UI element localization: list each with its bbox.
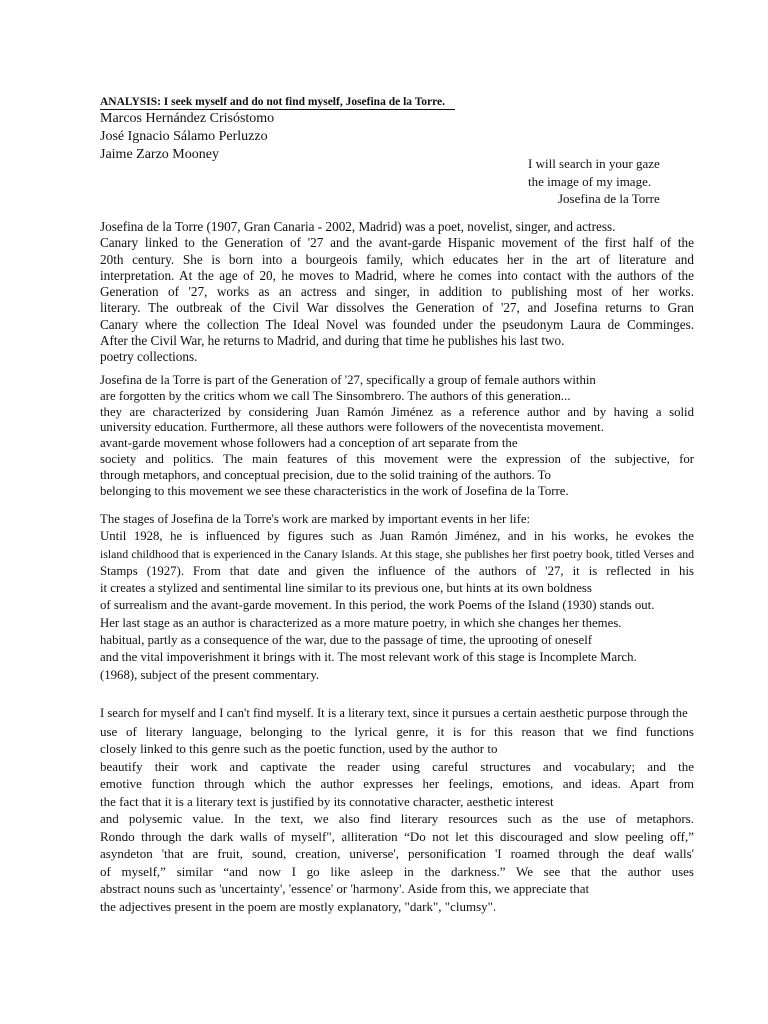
paragraph-stages (100, 511, 694, 684)
epigraph-attribution: Josefina de la Torre (558, 191, 660, 206)
text-line: and polysemic value. In the text, we also find literary resources such as the use of metaphors. (100, 811, 694, 826)
text-line: Until 1928, he is influenced by figures such as Juan Ramón Jiménez, and in his works, he evokes the (100, 529, 694, 544)
text-line: use of literary language, belonging to the lyrical genre, it is for this reason that we find functions (100, 723, 694, 739)
text-line: literary. The outbreak of the Civil War dissolves the Generation of '27, and Josefina returns to Gran (100, 300, 694, 316)
text-line: the adjectives present in the poem are mostly explanatory, "dark", "clumsy". (100, 898, 497, 914)
epigraph-line: I will search in your gaze (528, 156, 660, 171)
paragraph-analysis (100, 705, 694, 915)
text-line: island childhood that is experienced in the Canary Islands. At this stage, she publishes her first poetry book, titled Verses and (100, 546, 694, 561)
text-line: poetry collections. (100, 349, 198, 365)
text-line: closely linked to this genre such as the poetic function, used by the author to (100, 741, 498, 756)
text-line: Canary where the collection The Ideal Novel was founded under the pseudonym Laura de Comminges. (100, 316, 694, 332)
text-line: Generation of '27, works as an actress and singer, in addition to publishing most of her works. (100, 284, 694, 300)
text-line: are forgotten by the critics whom we call The Sinsombrero. The authors of this generation... (100, 388, 571, 403)
text-line: and the vital impoverishment it brings with it. The most relevant work of this stage is Incomplete March. (100, 650, 637, 665)
text-line: university education. Furthermore, all these authors were followers of the novecentista movement. (100, 420, 604, 435)
text-line: Her last stage as an author is characterized as a more mature poetry, in which she changes her themes. (100, 615, 622, 630)
text-line: interpretation. At the age of 20, he moves to Madrid, where he comes into contact with the authors of the (100, 267, 694, 283)
author-name: Jaime Zarzo Mooney (100, 147, 219, 162)
text-line: Rondo through the dark walls of myself", alliteration “Do not let this discouraged and slow peeling off,” (100, 828, 694, 844)
epigraph (528, 155, 660, 208)
document-title: ANALYSIS: I seek myself and do not find myself, Josefina de la Torre. (100, 96, 455, 110)
text-line: belonging to this movement we see these characteristics in the work of Josefina de la Torre. (100, 483, 569, 498)
author-name: José Ignacio Sálamo Perluzzo (100, 129, 268, 144)
text-line: they are characterized by considering Juan Ramón Jiménez as a reference author and by having a solid (100, 404, 694, 419)
text-line: it creates a stylized and sentimental line similar to its previous one, but hints at its own boldness (100, 581, 592, 596)
text-line: After the Civil War, he returns to Madrid, and during that time he publishes his last two. (100, 333, 565, 349)
text-line: The stages of Josefina de la Torre's work are marked by important events in her life: (100, 512, 531, 526)
text-line: asyndeton 'that are fruit, sound, creation, universe', personification 'I roamed through the deaf walls' (100, 846, 694, 861)
epigraph-line: the image of my image. (528, 173, 652, 189)
text-line: (1968), subject of the present commentary. (100, 667, 320, 682)
text-line: avant-garde movement whose followers had a conception of art separate from the (100, 436, 518, 451)
text-line: emotive function through which the author expresses her feelings, emotions, and ideas. Apart from (100, 776, 694, 791)
text-line: Josefina de la Torre is part of the Generation of '27, specifically a group of female authors within (100, 373, 596, 387)
text-line: 20th century. She is born into a bourgeois family, which educates her in the art of literature and (100, 251, 694, 267)
text-line: of myself,” similar “and now I go like asleep in the darkness.” We see that the author uses (100, 863, 694, 879)
text-line: beautify their work and captivate the reader using careful structures and vocabulary; and the (100, 758, 694, 774)
author-list (100, 110, 274, 164)
paragraph-biography (100, 219, 694, 366)
text-line: habitual, partly as a consequence of the war, due to the passage of time, the uprooting of oneself (100, 633, 593, 648)
text-line: abstract nouns such as 'uncertainty', 'essence' or 'harmony'. Aside from this, we appreciate that (100, 881, 590, 896)
text-line: I search for myself and I can't find myself. It is a literary text, since it pursues a certain aesthetic purpose through the (100, 706, 688, 720)
text-line: the fact that it is a literary text is justified by its connotative character, aesthetic interest (100, 793, 554, 809)
text-line: society and politics. The main features of this movement were the expression of the subjective, for (100, 451, 694, 466)
text-line: Canary linked to the Generation of '27 and the avant-garde Hispanic movement of the first half of the (100, 235, 694, 251)
paragraph-generation-27 (100, 373, 694, 499)
text-line: of surrealism and the avant-garde movement. In this period, the work Poems of the Island (1930) stands out. (100, 598, 655, 613)
text-line: through metaphors, and conceptual precision, due to the solid training of the authors. To (100, 467, 551, 482)
author-name: Marcos Hernández Crisóstomo (100, 111, 275, 126)
text-line: Stamps (1927). From that date and given the influence of the authors of '27, it is reflected in his (100, 563, 694, 578)
text-line: Josefina de la Torre (1907, Gran Canaria - 2002, Madrid) was a poet, novelist, singer, and actress. (100, 219, 616, 234)
